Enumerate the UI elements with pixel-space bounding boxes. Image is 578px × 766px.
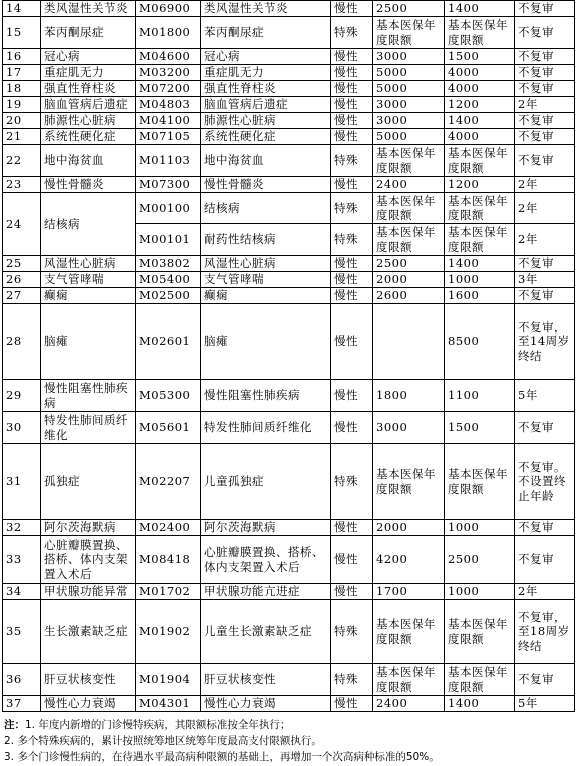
limit-1: 基本医保年度限额 [373, 224, 445, 256]
sub-disease-name: 慢性心力衰竭 [201, 696, 331, 712]
review-period: 不复审，至18周岁终结 [515, 600, 575, 664]
limit-2: 基本医保年度限额 [445, 600, 515, 664]
disease-type: 慢性 [331, 584, 373, 600]
table-row [3, 49, 575, 65]
review-period: 不复审 [515, 113, 575, 129]
table-row [3, 129, 575, 145]
disease-type: 慢性 [331, 49, 373, 65]
disease-name: 系统性硬化症 [41, 129, 136, 145]
table-row [3, 17, 575, 49]
disease-type: 特殊 [331, 600, 373, 664]
disease-code: M02207 [136, 444, 201, 520]
disease-type: 慢性 [331, 536, 373, 584]
disease-table-body [3, 1, 575, 712]
disease-code: M01702 [136, 584, 201, 600]
limit-1: 基本医保年度限额 [373, 600, 445, 664]
row-number: 30 [3, 412, 41, 444]
row-number: 29 [3, 380, 41, 412]
disease-code: M04803 [136, 97, 201, 113]
disease-type: 特殊 [331, 193, 373, 224]
table-row [3, 256, 575, 272]
row-number: 27 [3, 288, 41, 304]
disease-name: 慢性心力衰竭 [41, 696, 136, 712]
disease-code: M01800 [136, 17, 201, 49]
table-row [3, 177, 575, 193]
disease-code: M03802 [136, 256, 201, 272]
disease-code: M01103 [136, 145, 201, 177]
sub-disease-name: 冠心病 [201, 49, 331, 65]
disease-type: 慢性 [331, 129, 373, 145]
disease-code: M04600 [136, 49, 201, 65]
limit-1: 基本医保年度限额 [373, 145, 445, 177]
sub-disease-name: 结核病 [201, 193, 331, 224]
row-number: 18 [3, 81, 41, 97]
sub-disease-name: 强直性脊柱炎 [201, 81, 331, 97]
disease-name: 脑血管病后遗症 [41, 97, 136, 113]
limit-1: 基本医保年度限额 [373, 193, 445, 224]
row-number: 16 [3, 49, 41, 65]
review-period: 不复审 [515, 129, 575, 145]
disease-name: 阿尔茨海默病 [41, 520, 136, 536]
sub-disease-name: 类风湿性关节炎 [201, 1, 331, 17]
limit-2: 4000 [445, 65, 515, 81]
disease-code: M02500 [136, 288, 201, 304]
limit-2: 1400 [445, 256, 515, 272]
table-row [3, 193, 575, 224]
disease-code: M03200 [136, 65, 201, 81]
sub-disease-name: 癫痫 [201, 288, 331, 304]
limit-2: 1500 [445, 412, 515, 444]
disease-code: M00100 [136, 193, 201, 224]
table-row [3, 380, 575, 412]
note-3: 3. 多个门诊慢性病的，在待遇水平最高病种限额的基础上，再增加一个次高病种标准的50%。 [4, 751, 440, 763]
row-number: 37 [3, 696, 41, 712]
disease-table [2, 0, 575, 712]
disease-code: M01904 [136, 664, 201, 696]
disease-code: M05400 [136, 272, 201, 288]
table-row [3, 664, 575, 696]
disease-code: M00101 [136, 224, 201, 256]
table-row [3, 81, 575, 97]
sub-disease-name: 系统性硬化症 [201, 129, 331, 145]
disease-code: M07300 [136, 177, 201, 193]
limit-1: 基本医保年度限额 [373, 444, 445, 520]
limit-2: 1400 [445, 696, 515, 712]
limit-1: 2400 [373, 696, 445, 712]
disease-name: 生长激素缺乏症 [41, 600, 136, 664]
disease-code: M07105 [136, 129, 201, 145]
limit-2: 基本医保年度限额 [445, 224, 515, 256]
limit-1: 2000 [373, 272, 445, 288]
disease-name: 孤独症 [41, 444, 136, 520]
limit-2: 1500 [445, 49, 515, 65]
sub-disease-name: 甲状腺功能亢进症 [201, 584, 331, 600]
limit-2: 1000 [445, 272, 515, 288]
table-row [3, 272, 575, 288]
row-number: 35 [3, 600, 41, 664]
disease-type: 慢性 [331, 1, 373, 17]
sub-disease-name: 支气管哮喘 [201, 272, 331, 288]
disease-name: 支气管哮喘 [41, 272, 136, 288]
note-prefix: 注： [4, 719, 25, 731]
row-number: 28 [3, 304, 41, 380]
disease-type: 特殊 [331, 145, 373, 177]
review-period: 不复审 [515, 256, 575, 272]
limit-1: 4200 [373, 536, 445, 584]
row-number: 32 [3, 520, 41, 536]
disease-code: M06900 [136, 1, 201, 17]
limit-2: 4000 [445, 81, 515, 97]
row-number: 26 [3, 272, 41, 288]
disease-type: 特殊 [331, 224, 373, 256]
disease-name: 肺源性心脏病 [41, 113, 136, 129]
limit-2: 1200 [445, 177, 515, 193]
disease-name: 脑瘫 [41, 304, 136, 380]
row-number: 17 [3, 65, 41, 81]
review-period: 2年 [515, 193, 575, 224]
review-period: 不复审 [515, 536, 575, 584]
limit-2: 2500 [445, 536, 515, 584]
limit-1: 3000 [373, 113, 445, 129]
sub-disease-name: 耐药性结核病 [201, 224, 331, 256]
note-line-1 [4, 717, 574, 733]
limit-1: 5000 [373, 129, 445, 145]
sub-disease-name: 脑瘫 [201, 304, 331, 380]
limit-1: 2500 [373, 1, 445, 17]
disease-name: 强直性脊柱炎 [41, 81, 136, 97]
sub-disease-name: 慢性阻塞性肺疾病 [201, 380, 331, 412]
table-row [3, 145, 575, 177]
sub-disease-name: 心脏瓣膜置换、搭桥、体内支架置入术后 [201, 536, 331, 584]
row-number: 36 [3, 664, 41, 696]
limit-1: 5000 [373, 81, 445, 97]
disease-name: 重症肌无力 [41, 65, 136, 81]
review-period: 不复审。不设置终止年龄 [515, 444, 575, 520]
disease-name: 癫痫 [41, 288, 136, 304]
disease-name: 苯丙酮尿症 [41, 17, 136, 49]
review-period: 不复审 [515, 520, 575, 536]
limit-1: 5000 [373, 65, 445, 81]
disease-name: 地中海贫血 [41, 145, 136, 177]
disease-name: 结核病 [41, 193, 136, 256]
disease-name: 甲状腺功能异常 [41, 584, 136, 600]
review-period: 不复审 [515, 412, 575, 444]
limit-1: 1700 [373, 584, 445, 600]
row-number: 15 [3, 17, 41, 49]
row-number: 31 [3, 444, 41, 520]
review-period: 不复审 [515, 288, 575, 304]
limit-2: 基本医保年度限额 [445, 145, 515, 177]
table-row [3, 412, 575, 444]
sub-disease-name: 特发性肺间质纤维化 [201, 412, 331, 444]
review-period: 2年 [515, 224, 575, 256]
disease-type: 慢性 [331, 272, 373, 288]
limit-1: 3000 [373, 49, 445, 65]
notes [4, 717, 574, 765]
review-period: 3年 [515, 272, 575, 288]
disease-type: 慢性 [331, 65, 373, 81]
limit-2: 基本医保年度限额 [445, 444, 515, 520]
sub-disease-name: 慢性骨髓炎 [201, 177, 331, 193]
review-period: 不复审 [515, 81, 575, 97]
disease-code: M08418 [136, 536, 201, 584]
disease-name: 冠心病 [41, 49, 136, 65]
note-2: 2. 多个特殊疾病的，累计按照统筹地区统筹年度最高支付限额执行。 [4, 735, 322, 747]
limit-2: 8500 [445, 304, 515, 380]
limit-2: 1100 [445, 380, 515, 412]
disease-code: M07200 [136, 81, 201, 97]
review-period: 不复审 [515, 65, 575, 81]
limit-2: 基本医保年度限额 [445, 664, 515, 696]
disease-name: 类风湿性关节炎 [41, 1, 136, 17]
note-line-2 [4, 733, 574, 749]
disease-type: 慢性 [331, 520, 373, 536]
disease-type: 特殊 [331, 664, 373, 696]
disease-code: M01902 [136, 600, 201, 664]
limit-2: 1600 [445, 288, 515, 304]
sub-disease-name: 地中海贫血 [201, 145, 331, 177]
review-period: 2年 [515, 97, 575, 113]
disease-type: 慢性 [331, 288, 373, 304]
disease-type: 慢性 [331, 696, 373, 712]
review-period: 不复审 [515, 145, 575, 177]
disease-code: M02601 [136, 304, 201, 380]
limit-1: 2000 [373, 520, 445, 536]
disease-name: 肝豆状核变性 [41, 664, 136, 696]
disease-code: M02400 [136, 520, 201, 536]
row-number: 23 [3, 177, 41, 193]
review-period: 不复审 [515, 49, 575, 65]
disease-type: 特殊 [331, 444, 373, 520]
sub-disease-name: 儿童生长激素缺乏症 [201, 600, 331, 664]
review-period: 5年 [515, 380, 575, 412]
sub-disease-name: 重症肌无力 [201, 65, 331, 81]
limit-1: 3000 [373, 97, 445, 113]
row-number: 33 [3, 536, 41, 584]
review-period: 不复审，至14周岁终结 [515, 304, 575, 380]
disease-code: M04301 [136, 696, 201, 712]
disease-type: 慢性 [331, 113, 373, 129]
review-period: 不复审 [515, 17, 575, 49]
sub-disease-name: 苯丙酮尿症 [201, 17, 331, 49]
sub-disease-name: 肺源性心脏病 [201, 113, 331, 129]
limit-2: 1200 [445, 97, 515, 113]
table-row [3, 696, 575, 712]
limit-2: 4000 [445, 129, 515, 145]
review-period: 不复审 [515, 664, 575, 696]
review-period: 5年 [515, 696, 575, 712]
limit-2: 1000 [445, 520, 515, 536]
disease-type: 慢性 [331, 380, 373, 412]
limit-1: 1800 [373, 380, 445, 412]
limit-1 [373, 304, 445, 380]
sub-disease-name: 阿尔茨海默病 [201, 520, 331, 536]
table-row [3, 304, 575, 380]
row-number: 22 [3, 145, 41, 177]
disease-name: 特发性肺间质纤维化 [41, 412, 136, 444]
row-number: 25 [3, 256, 41, 272]
table-row [3, 65, 575, 81]
limit-2: 1400 [445, 1, 515, 17]
row-number: 19 [3, 97, 41, 113]
review-period: 不复审 [515, 1, 575, 17]
table-row [3, 444, 575, 520]
disease-type: 特殊 [331, 17, 373, 49]
disease-name: 风湿性心脏病 [41, 256, 136, 272]
sub-disease-name: 肝豆状核变性 [201, 664, 331, 696]
table-row [3, 97, 575, 113]
disease-name: 心脏瓣膜置换、搭桥、体内支架置入术后 [41, 536, 136, 584]
limit-2: 1000 [445, 584, 515, 600]
row-number: 14 [3, 1, 41, 17]
limit-1: 基本医保年度限额 [373, 17, 445, 49]
limit-2: 基本医保年度限额 [445, 17, 515, 49]
limit-1: 2500 [373, 256, 445, 272]
limit-1: 3000 [373, 412, 445, 444]
disease-type: 慢性 [331, 304, 373, 380]
disease-type: 慢性 [331, 97, 373, 113]
sub-disease-name: 风湿性心脏病 [201, 256, 331, 272]
disease-type: 慢性 [331, 412, 373, 444]
limit-1: 基本医保年度限额 [373, 664, 445, 696]
note-1: 1. 年度内新增的门诊慢特疾病，其限额标准按全年执行； [25, 719, 291, 731]
table-row [3, 113, 575, 129]
limit-2: 1400 [445, 113, 515, 129]
limit-1: 2400 [373, 177, 445, 193]
table-row [3, 288, 575, 304]
table-row [3, 536, 575, 584]
limit-2: 基本医保年度限额 [445, 193, 515, 224]
table-row [3, 1, 575, 17]
review-period: 2年 [515, 584, 575, 600]
row-number: 21 [3, 129, 41, 145]
disease-code: M05300 [136, 380, 201, 412]
disease-code: M05601 [136, 412, 201, 444]
disease-name: 慢性骨髓炎 [41, 177, 136, 193]
sub-disease-name: 儿童孤独症 [201, 444, 331, 520]
sub-disease-name: 脑血管病后遗症 [201, 97, 331, 113]
limit-1: 2600 [373, 288, 445, 304]
disease-type: 慢性 [331, 256, 373, 272]
disease-type: 慢性 [331, 177, 373, 193]
row-number: 20 [3, 113, 41, 129]
disease-code: M04100 [136, 113, 201, 129]
disease-name: 慢性阻塞性肺疾病 [41, 380, 136, 412]
table-row [3, 600, 575, 664]
row-number: 34 [3, 584, 41, 600]
disease-type: 慢性 [331, 81, 373, 97]
note-line-3 [4, 749, 574, 765]
table-row [3, 584, 575, 600]
review-period: 2年 [515, 177, 575, 193]
row-number: 24 [3, 193, 41, 256]
table-row [3, 520, 575, 536]
